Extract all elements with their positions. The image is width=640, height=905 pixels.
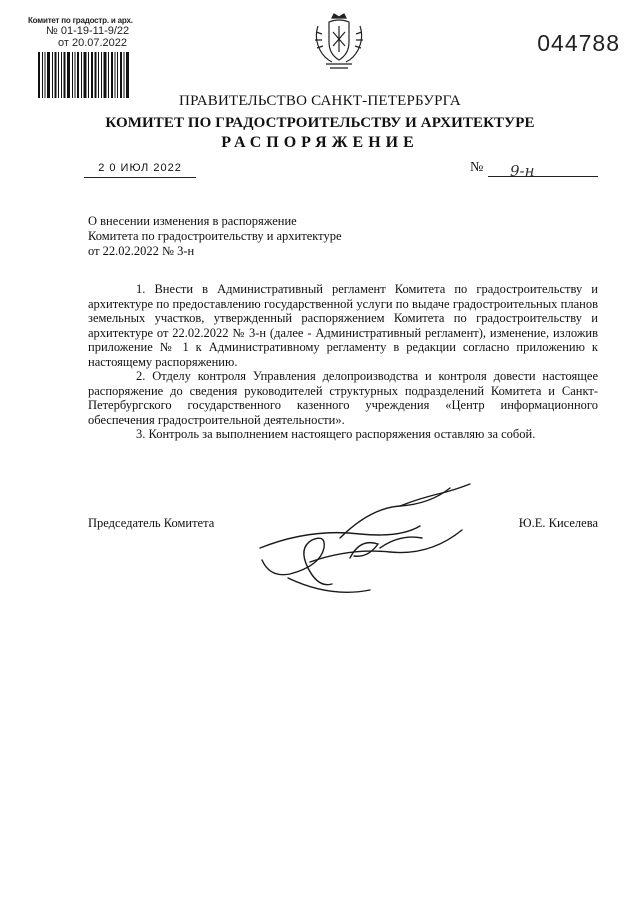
government-title: ПРАВИТЕЛЬСТВО САНКТ-ПЕТЕРБУРГА (179, 93, 461, 109)
body-paragraph: 3. Контроль за выполнением настоящего распоряжения оставляю за собой. (136, 427, 536, 441)
coat-of-arms-icon (312, 12, 366, 70)
barcode-icon (36, 52, 136, 98)
subject-line: от 22.02.2022 № 3-н (88, 244, 195, 258)
subject-line: Комитета по градостроительству и архитектуре (88, 229, 342, 243)
document-number: 044788 (537, 30, 620, 56)
registration-stamp (28, 16, 158, 49)
registration-date: от 20.07.2022 (58, 37, 128, 49)
body-paragraph: 2. Отделу контроля Управления делопроизводства и контроля довести настоящее распоряжение до сведения руководителей структурных подразделений Комитета и Санкт-Петербургского государственного казенного учреждения «Центр информационного обеспечения градостроительной деятельности». (88, 369, 598, 427)
body-paragraph: 1. Внести в Административный регламент Комитета по градостроительству и архитектуре по предоставлению государственной услуги по выдаче градостроительных планов земельных участков, утвержденный распоряжением Комитета по градостроительству и архитектуре от 22.02.2022 № 3-н (далее - Административный регламент), изменение, изложив приложение № 1 к Административному регламенту в редакции согласно приложению к настоящему распоряжению. (88, 282, 598, 369)
handwritten-signature (250, 478, 490, 608)
order-number: 9-н (488, 162, 598, 177)
signatory-name: Ю.Е. Киселева (518, 516, 598, 530)
subject-block (88, 214, 342, 259)
order-date: 2 0 ИЮЛ 2022 (84, 162, 196, 178)
subject-line: О внесении изменения в распоряжение (88, 214, 297, 228)
order-number-label: № (470, 160, 484, 175)
committee-title: КОМИТЕТ ПО ГРАДОСТРОИТЕЛЬСТВУ И АРХИТЕКТУРЕ (105, 115, 535, 131)
signatory-position: Председатель Комитета (88, 516, 215, 530)
registration-organization: Комитет по градостр. и арх. (28, 16, 133, 25)
document-type: РАСПОРЯЖЕНИЕ (221, 134, 419, 151)
registration-number: № 01-19-11-9/22 (46, 25, 130, 37)
body-text (88, 282, 598, 442)
